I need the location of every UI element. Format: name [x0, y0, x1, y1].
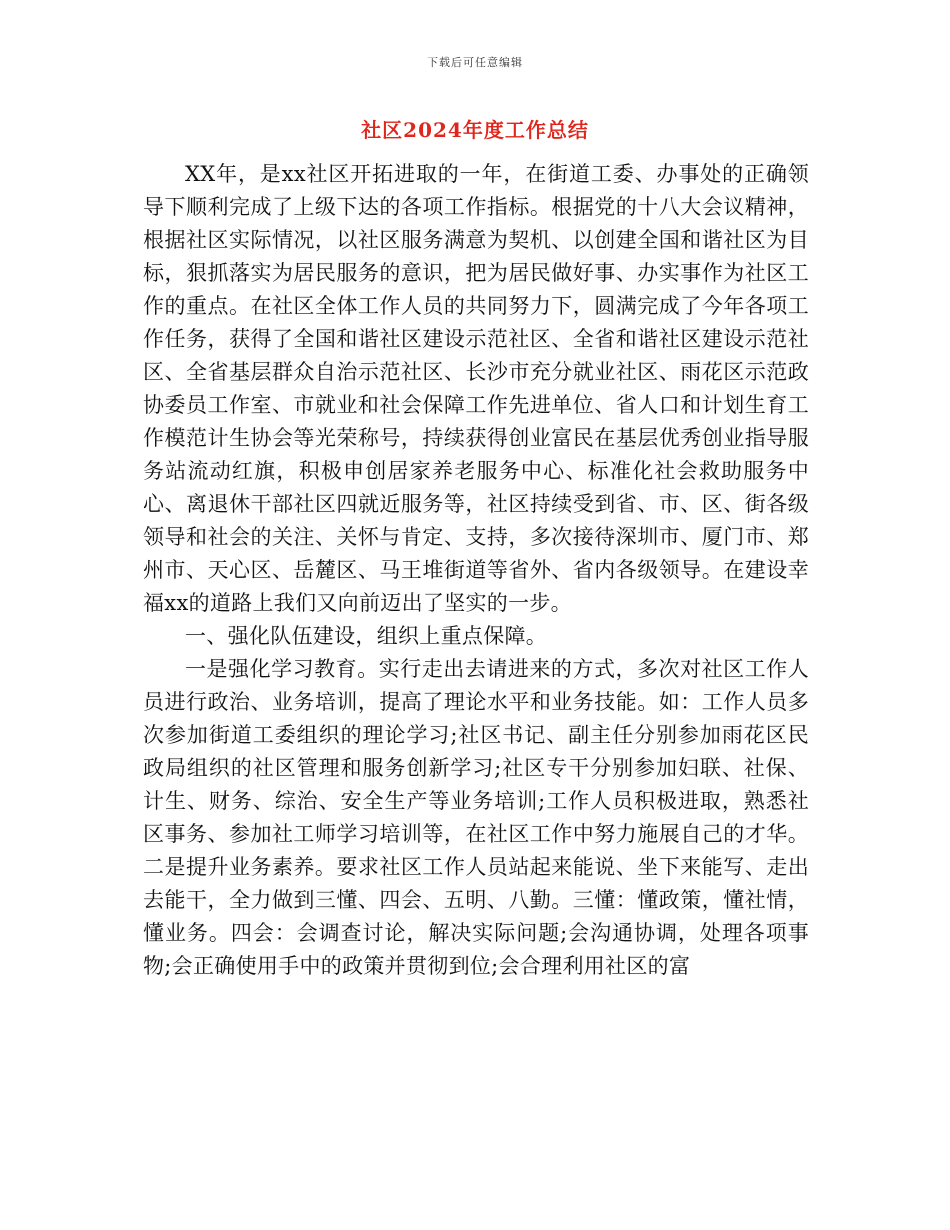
document-title: 社区2024年度工作总结: [361, 118, 589, 142]
body-paragraph-intro: XX年，是xx社区开拓进取的一年，在街道工委、办事处的正确领导下顺利完成了上级下达的各项工作指标。根据党的十八大会议精神，根据社区实际情况，以社区服务满意为契机、以创建全国和谐社区为目标，狠抓落实为居民服务的意识，把为居民做好事、办实事作为社区工作的重点。在社区全体工作人员的共同努力下，圆满完成了今年各项工作任务，获得了全国和谐社区建设示范社区、全省和谐社区建设示范社区、全省基层群众自治示范社区、长沙市充分就业社区、雨花区示范政协委员工作室、市就业和社会保障工作先进单位、省人口和计划生育工作模范计生协会等光荣称号，持续获得创业富民在基层优秀创业指导服务站流动红旗，积极申创居家养老服务中心、标准化社会救助服务中心、离退休干部社区四就近服务等，社区持续受到省、市、区、街各级领导和社会的关注、关怀与肯定、支持，多次接待深圳市、厦门市、郑州市、天心区、岳麓区、马王堆街道等省外、省内各级领导。在建设幸福xx的道路上我们又向前迈出了坚实的一步。: [143, 162, 809, 615]
section-heading-1: 一、强化队伍建设，组织上重点保障。: [185, 624, 548, 648]
document-body: [143, 158, 809, 983]
header-note: 下载后可任意编辑: [427, 56, 523, 69]
body-paragraph-study: 一是强化学习教育。实行走出去请进来的方式，多次对社区工作人员进行政治、业务培训，提高了理论水平和业务技能。如：工作人员多次参加街道工委组织的理论学习;社区书记、副主任分别参加雨花区民政局组织的社区管理和服务创新学习;社区专干分别参加妇联、社保、计生、财务、综治、安全生产等业务培训;工作人员积极进取，熟悉社区事务、参加社工师学习培训等，在社区工作中努力施展自己的才华。二是提升业务素养。要求社区工作人员站起来能说、坐下来能写、走出去能干，全力做到三懂、四会、五明、八勤。三懂：懂政策，懂社情，懂业务。四会：会调查讨论，解决实际问题;会沟通协调，处理各项事物;会正确使用手中的政策并贯彻到位;会合理利用社区的富: [143, 657, 809, 978]
